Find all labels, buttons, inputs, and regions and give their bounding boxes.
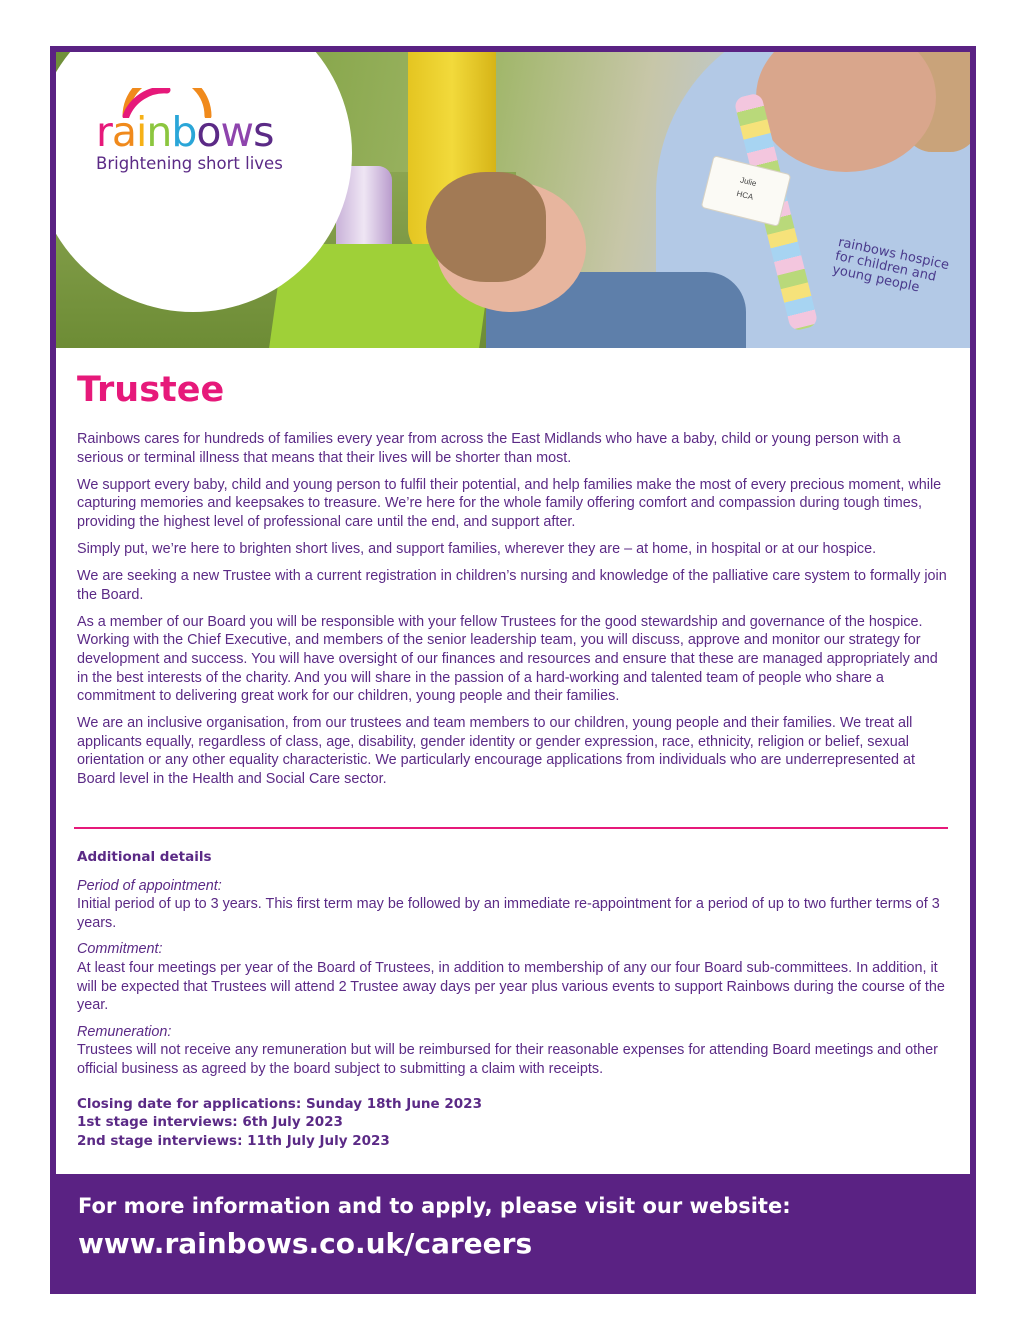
paragraph: We are an inclusive organisation, from our trustees and team members to our children, young people and their families. We treat all applicants equally, regardless of class, age, disability, gender identity or gender expression, race, ethnicity, religion or belief, sexual orientation or any other equality characteristic. We particularly encourage applications from individuals who are underrepresented at Board level in the Health and Social Care sector. xyxy=(77,715,916,787)
logo-letter: n xyxy=(146,108,172,156)
uniform-logo-text: rainbows hospice for children and young people xyxy=(830,235,951,296)
page-title: Trustee xyxy=(77,370,225,410)
logo-letter: w xyxy=(220,108,254,156)
paragraph: We support every baby, child and young person to fulfil their potential, and help families make the most of every precious moment, while capturing memories and keepsakes to treasure. We’re here for the whole family offering comfort and compassion during tough times, providing the highest level of professional care until the end, and support after. xyxy=(77,476,942,530)
intro-text xyxy=(77,430,949,797)
logo-letter: r xyxy=(96,108,112,156)
page-content xyxy=(56,52,970,1174)
paragraph: Simply put, we’re here to brighten short lives, and support families, wherever they are – at home, in hospital or at our hospice. xyxy=(77,540,877,557)
rainbow-arc-icon xyxy=(122,88,212,118)
additional-details xyxy=(77,848,949,1150)
logo-letter: a xyxy=(111,108,136,156)
badge-name: Julie xyxy=(739,175,758,189)
commitment-label: Commitment: xyxy=(77,941,163,958)
badge-role: HCA xyxy=(735,188,755,202)
section-divider xyxy=(74,827,948,829)
logo-letter: b xyxy=(171,108,197,156)
logo-letter: i xyxy=(135,108,147,156)
remuneration-text: Trustees will not receive any remuneration but will be reimbursed for their reasonable expenses for attending Board meetings and other official business as agreed by the board subject to submitting a claim with receipts. xyxy=(77,1042,938,1077)
careers-link[interactable]: www.rainbows.co.uk/careers xyxy=(78,1227,533,1260)
footer-banner xyxy=(78,1192,958,1264)
header-photo xyxy=(56,52,970,348)
paragraph: As a member of our Board you will be responsible with your fellow Trustees for the good stewardship and governance of the hospice. Working with the Chief Executive, and members of the senior leadership team, you will discuss, approve and monitor our strategy for development and success. You will have oversight of our finances and resources and ensure that these are managed appropriately and in the best interests of the charity. And you will share in the passion of a hard-working and talented team of people who share a commitment to delivering great work for our children, young people and their families. xyxy=(77,613,938,705)
logo-letter: s xyxy=(253,108,274,156)
logo-tagline: Brightening short lives xyxy=(96,154,283,173)
closing-date: Closing date for applications: Sunday 18th June 2023 xyxy=(77,1095,482,1112)
remuneration-label: Remuneration: xyxy=(77,1023,172,1040)
details-heading: Additional details xyxy=(77,849,212,865)
period-text: Initial period of up to 3 years. This first term may be followed by an immediate re-appointment for a period of up to two further terms of 3 years. xyxy=(77,896,940,931)
key-dates xyxy=(77,1095,949,1151)
logo-letter: o xyxy=(196,108,221,156)
commitment-text: At least four meetings per year of the Board of Trustees, in addition to membership of any our four Board sub-committees. In addition, it will be expected that Trustees will attend 2 Trustee away days per year plus various events to support Rainbows during the course of the year. xyxy=(77,959,945,1014)
paragraph: Rainbows cares for hundreds of families every year from across the East Midlands who have a baby, child or young person with a serious or terminal illness that means that their lives will be shorter than most. xyxy=(77,431,901,466)
period-label: Period of appointment: xyxy=(77,877,222,894)
first-stage-date: 1st stage interviews: 6th July 2023 xyxy=(77,1114,343,1131)
footer-cta: For more information and to apply, please visit our website: xyxy=(78,1194,791,1218)
rainbows-logo xyxy=(96,92,306,173)
second-stage-date: 2nd stage interviews: 11th July July 2023 xyxy=(77,1132,390,1149)
paragraph: We are seeking a new Trustee with a current registration in children’s nursing and knowledge of the palliative care system to formally join the Board. xyxy=(77,568,947,603)
photo-child-hair xyxy=(426,172,546,282)
